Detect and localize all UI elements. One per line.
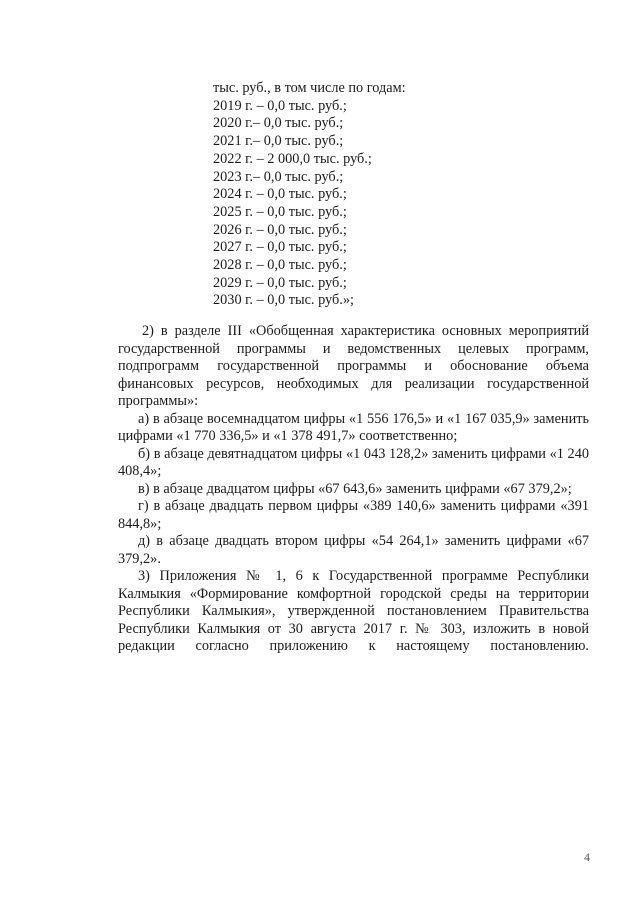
- year-line-2023: 2023 г.– 0,0 тыс. руб.;: [213, 168, 344, 185]
- year-line-2019: 2019 г. – 0,0 тыс. руб.;: [213, 97, 347, 114]
- year-line-2026: 2026 г. – 0,0 тыс. руб.;: [213, 221, 347, 238]
- year-line-2024: 2024 г. – 0,0 тыс. руб.;: [213, 186, 347, 203]
- year-line-2022: 2022 г. – 2 000,0 тыс. руб.;: [213, 150, 372, 167]
- amendments-text: [118, 323, 589, 656]
- year-line-2030: 2030 г. – 0,0 тыс. руб.»;: [213, 292, 354, 309]
- year-line-2025: 2025 г. – 0,0 тыс. руб.;: [213, 203, 347, 220]
- funding-intro-line: тыс. руб., в том числе по годам:: [213, 80, 406, 96]
- year-line-2029: 2029 г. – 0,0 тыс. руб.;: [213, 274, 347, 291]
- year-line-2020: 2020 г.– 0,0 тыс. руб.;: [213, 115, 344, 132]
- funding-by-year-block: [213, 80, 406, 310]
- subparagraph-b: б) в абзаце девятнадцатом цифры «1 043 128,2» заменить цифрами «1 240 408,4»;: [118, 445, 589, 479]
- year-line-2021: 2021 г.– 0,0 тыс. руб.;: [213, 133, 344, 150]
- subparagraph-a: а) в абзаце восемнадцатом цифры «1 556 176,5» и «1 167 035,9» заменить цифрами «1 770 336,5» и «1 378 491,7» соответственно;: [118, 410, 589, 444]
- paragraph-item-3: 3) Приложения № 1, 6 к Государственной программе Республики Калмыкия «Формирование комфортной городской среды на территории Республики Калмыкия», утвержденной постановлением Правительства Республики Калмыкия от 30 августа 2017 г. № 303, изложить в новой редакции согласно приложению к настоящему постановлению.: [118, 568, 589, 654]
- paragraph-item-2: 2) в разделе III «Обобщенная характеристика основных мероприятий государственной программы и ведомственных целевых программ, подпрограмм государственной программы и обоснование объема финансовых ресурсов, необходимых для реализации государственной программы»:: [118, 323, 589, 409]
- year-line-2028: 2028 г. – 0,0 тыс. руб.;: [213, 257, 347, 274]
- year-line-2027: 2027 г. – 0,0 тыс. руб.;: [213, 239, 347, 256]
- subparagraph-d: д) в абзаце двадцать втором цифры «54 264,1» заменить цифрами «67 379,2».: [118, 533, 589, 567]
- page-number: 4: [584, 850, 590, 864]
- subparagraph-g: г) в абзаце двадцать первом цифры «389 140,6» заменить цифрами «391 844,8»;: [118, 498, 589, 532]
- subparagraph-v: в) в абзаце двадцатом цифры «67 643,6» заменить цифрами «67 379,2»;: [138, 480, 572, 497]
